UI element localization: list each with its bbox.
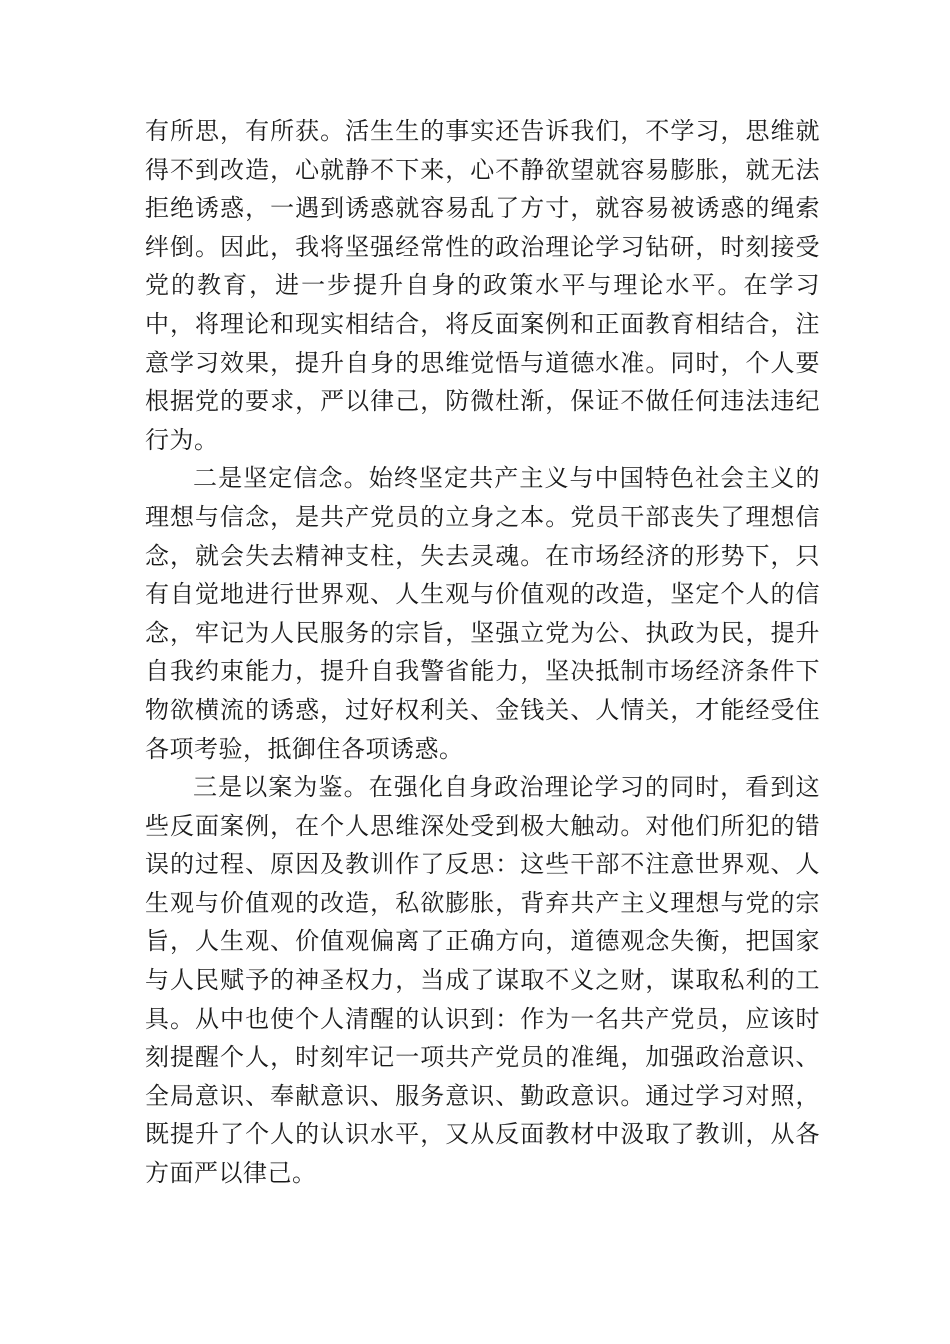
- paragraph-learn-from-cases: 三是以案为鉴。在强化自身政治理论学习的同时，看到这些反面案例，在个人思维深处受到极大触动。对他们所犯的错误的过程、原因及教训作了反思：这些干部不注意世界观、人生观与价值观的改造，私欲膨胀，背弃共产主义理想与党的宗旨，人生观、价值观偏离了正确方向，道德观念失衡，把国家与人民赋予的神圣权力，当成了谋取不义之财，谋取私利的工具。从中也使个人清醒的认识到：作为一名共产党员，应该时刻提醒个人，时刻牢记一项共产党员的准绳，加强政治意识、全局意识、奉献意识、服务意识、勤政意识。通过学习对照，既提升了个人的认识水平，又从反面教材中汲取了教训，从各方面严以律己。: [145, 773, 820, 1188]
- document-body: [145, 112, 820, 1193]
- paragraph-firm-belief: 二是坚定信念。始终坚定共产主义与中国特色社会主义的理想与信念，是共产党员的立身之本。党员干部丧失了理想信念，就会失去精神支柱，失去灵魂。在市场经济的形势下，只有自觉地进行世界观、人生观与价值观的改造，坚定个人的信念，牢记为人民服务的宗旨，坚强立党为公、执政为民，提升自我约束能力，提升自我警省能力，坚决抵制市场经济条件下物欲横流的诱惑，过好权利关、金钱关、人情关，才能经受住各项考验，抵御住各项诱惑。: [145, 464, 820, 763]
- paragraph-continued: 有所思，有所获。活生生的事实还告诉我们，不学习，思维就得不到改造，心就静不下来，心不静欲望就容易膨胀，就无法拒绝诱惑，一遇到诱惑就容易乱了方寸，就容易被诱惑的绳索绊倒。因此，我将坚强经常性的政治理论学习钻研，时刻接受党的教育，进一步提升自身的政策水平与理论水平。在学习中，将理论和现实相结合，将反面案例和正面教育相结合，注意学习效果，提升自身的思维觉悟与道德水准。同时，个人要根据党的要求，严以律己，防微杜渐，保证不做任何违法违纪行为。: [145, 117, 820, 454]
